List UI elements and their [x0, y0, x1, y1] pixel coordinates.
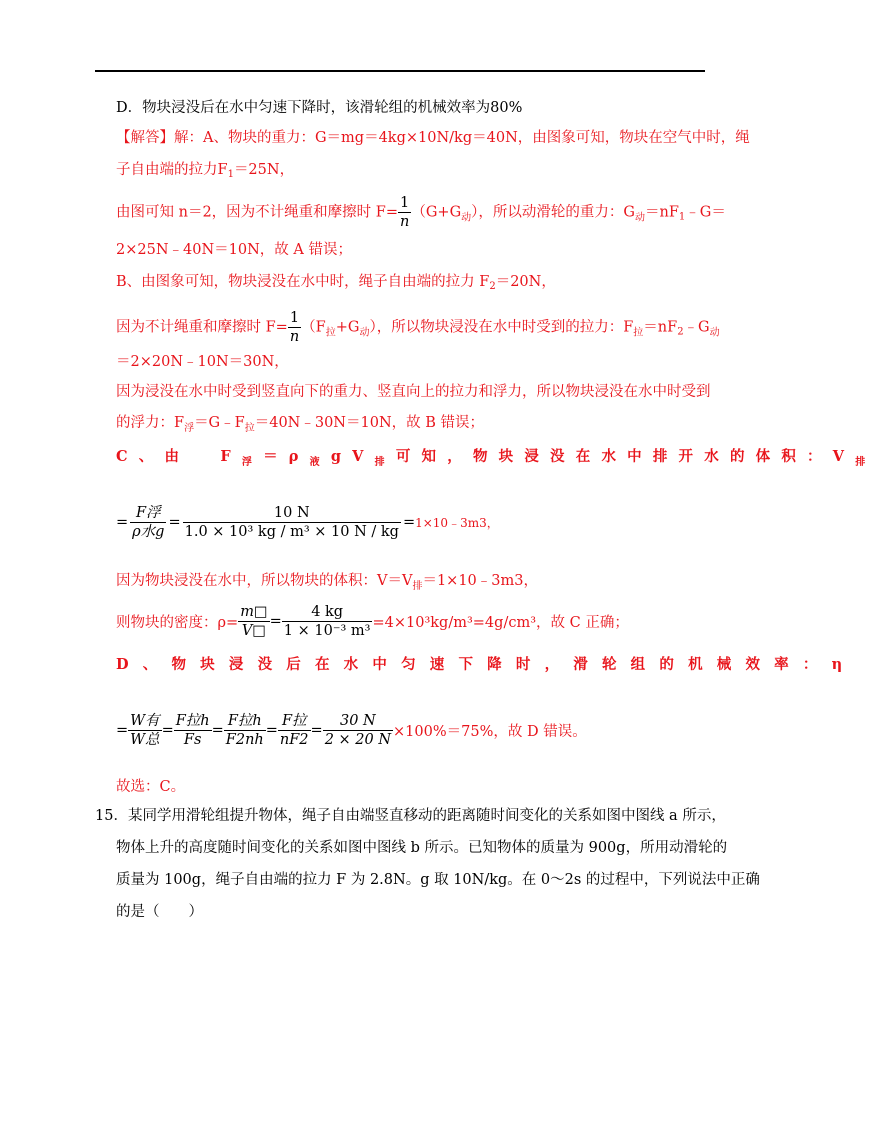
question-15-line-2: 物体上升的高度随时间变化的关系如图中图线 b 所示。已知物体的质量为 900g，所用动滑轮的	[116, 840, 728, 856]
question-15-line-1: 15．某同学用滑轮组提升物体，绳子自由端竖直移动的距离随时间变化的关系如图中图线 a 所示，	[95, 808, 726, 824]
fraction-30-over-40: $\frac{30 N}{2 \times 20 N}$	[324, 713, 392, 748]
analysis-line-3: 由图可知 n＝2，因为不计绳重和摩擦时 F= $\frac{1}{n}$ $(G+G_动)$，所以动滑轮的重力：$G_动=nF_1﹣G=$	[116, 195, 726, 230]
header-rule	[95, 70, 705, 72]
analysis-line-6: 因为不计绳重和摩擦时 F= $\frac{1}{n}$ $(F_拉+G_动)$，所以物块浸没在水中时受到的拉力：$F_拉=nF_2﹣G_动$	[116, 310, 720, 345]
fraction-fh-over-f2nh: $\frac{\text{F拉h}}{F2nh}$	[225, 713, 264, 748]
analysis-label: 【解答】	[116, 130, 174, 146]
analysis-line-9: 的浮力：$F_浮=G﹣F_拉=40N﹣30N=10N$，故 B 错误；	[116, 415, 485, 434]
equation-density: 则物块的密度：ρ= $\frac{m□}{V□}$ = $\frac{4 kg}{\text{1 × 10⁻³ m³}}$ =4×10³kg/m³=4g/cm³，故 C 正确；	[116, 604, 629, 639]
equation-buoyancy-volume: = $\frac{\text{F浮}}{\text{ρ水g}}$ = $\frac{10 N}{\text{1.0 × 10³ kg / m³ × 10 N / kg}}$ =1×10﹣3m3，	[116, 505, 499, 540]
fraction-w-useful-over-total: $\frac{\text{W有}}{\text{W总}}$	[130, 713, 160, 748]
analysis-line-7: ＝2×20N﹣10N＝30N，	[116, 354, 289, 370]
analysis-line-2: 子自由端的拉力$F_1=25N$，	[116, 162, 295, 180]
equation-efficiency: = $\frac{\text{W有}}{\text{W总}}$ = $\frac{\text{F拉h}}{Fs}$ = $\frac{\text{F拉h}}{F2nh}$ = $\frac{\text{F拉}}{nF2}$ = $\frac{30 N}{2 \times 20 N}$ ×100%＝75%，故 D 错误。	[116, 713, 587, 748]
analysis-line-12: D、物块浸没后在水中匀速下降时，滑轮组的机械效率：η	[116, 656, 857, 673]
analysis-line-1: 【解答】解：A、物块的重力：G＝mg＝4kg×10N/kg＝40N，由图象可知，物块在空气中时，绳	[116, 130, 750, 146]
analysis-line-5: B、由图象可知，物块浸没在水中时，绳子自由端的拉力 $F_2=20N$，	[116, 274, 556, 292]
question-15-line-4: 的是（ ）	[116, 904, 203, 920]
analysis-answer: 故选：C。	[116, 779, 186, 795]
analysis-line-11: 因为物块浸没在水中，所以物块的体积：$V=V_排=1\times 10﹣3m3$，	[116, 573, 538, 592]
fraction-1-over-n: $\frac{1}{n}$	[400, 195, 410, 230]
option-d: D．物块浸没后在水中匀速下降时，该滑轮组的机械效率为80%	[116, 100, 523, 116]
fraction-f-over-rho-g: $\frac{\text{F浮}}{\text{ρ水g}}$	[132, 505, 165, 540]
question-15-line-3: 质量为 100g，绳子自由端的拉力 F 为 2.8N。g 取 10N/kg。在 0～2s 的过程中，下列说法中正确	[116, 872, 760, 888]
question-number: 15．	[95, 808, 128, 824]
analysis-line-8: 因为浸没在水中时受到竖直向下的重力、竖直向上的拉力和浮力，所以物块浸没在水中时受到	[116, 384, 711, 400]
fraction-f-over-nf2: $\frac{\text{F拉}}{nF2}$	[279, 713, 309, 748]
analysis-line-4: 2×25N﹣40N＝10N，故 A 错误；	[116, 242, 352, 258]
fraction-1-over-n-2: $\frac{1}{n}$	[289, 310, 300, 345]
fraction-density-calc: $\frac{4 kg}{\text{1 × 10⁻³ m³}}$	[283, 604, 371, 639]
analysis-line-10: C、由 $F_浮=\rho_液gV_排$可知，物块浸没在水中排开水的体积：$V_排$	[116, 448, 876, 468]
fraction-fh-over-fs: $\frac{\text{F拉h}}{Fs}$	[175, 713, 210, 748]
fraction-m-over-v: $\frac{m□}{V□}$	[240, 604, 268, 639]
fraction-volume-calc: $\frac{10 N}{\text{1.0 × 10³ kg / m³ × 10 N / kg}}$	[184, 505, 399, 540]
